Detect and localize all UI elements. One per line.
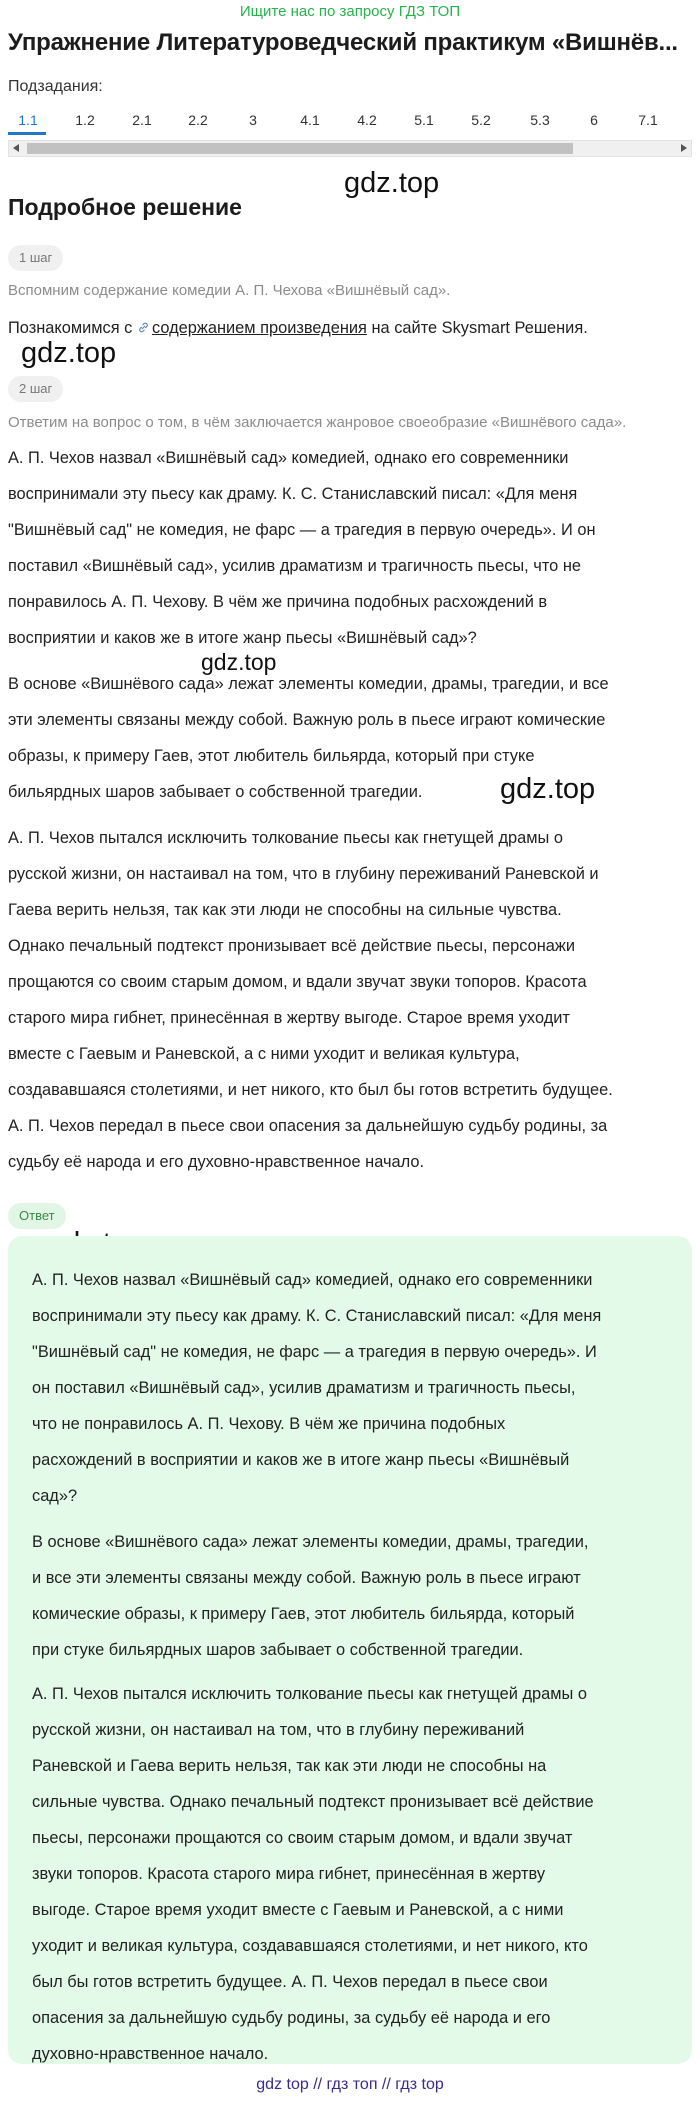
- search-banner: Ищите нас по запросу ГДЗ ТОП: [239, 3, 461, 20]
- tabs-fade: [670, 106, 692, 136]
- solution-title: Подробное решение: [8, 194, 242, 220]
- subtask-tab[interactable]: 5.1: [414, 112, 434, 128]
- solution-paragraph: А. П. Чехов пытался исключить толкование пьесы как гнетущей драмы о русской жизни, он настаивал на том, что в глубину переживаний Раневской и Гаева верить нельзя, так как эти люди не способны на сильные чувства. Однако печальный подтекст пронизывает всё действие пьесы, персонажи прощаются со своим старым домом, и вдали звучат звуки топоров. Красота старого мира гибнет, принесённая в жертву выгоде. Старое время уходит вместе с Гаевым и Раневской, а с ними уходит и великая культура, создававшаяся столетиями, и нет никого, кто был бы готов встретить будущее. А. П. Чехов передал в пьесе свои опасения за дальнейшую судьбу родины, за судьбу её народа и его духовно-нравственное начало.: [8, 829, 613, 1171]
- subtask-tab[interactable]: 2.2: [188, 112, 208, 128]
- step-hint: Вспомним содержание комедии А. П. Чехова «Вишнёвый сад».: [8, 282, 451, 299]
- answer-paragraph: В основе «Вишнёвого сада» лежат элементы комедии, драмы, трагедии, и все эти элементы связаны между собой. Важную роль в пьесе играют комические образы, к примеру Гаев, этот любитель бильярда, который при стуке бильярдных шаров забывает о собственной трагедии.: [32, 1533, 589, 1659]
- scroll-left-arrow-icon[interactable]: [9, 141, 24, 156]
- link-icon: [137, 321, 150, 334]
- step-text: Познакомимся с содержанием произведения на сайте Skysmart Решения.: [8, 319, 588, 337]
- subtask-tab[interactable]: 7.1: [638, 112, 658, 128]
- active-tab-indicator: [8, 132, 46, 135]
- solution-paragraph: А. П. Чехов назвал «Вишнёвый сад» комедией, однако его современники воспринимали эту пьесу как драму. К. С. Станиславский писал: «Для меня "Вишнёвый сад" не комедия, не фарс — а трагедия в первую очередь». И он поставил «Вишнёвый сад», усилив драматизм и трагичность пьесы, что не понравилось А. П. Чехову. В чём же причина подобных расхождений в восприятии и каков же в итоге жанр пьесы «Вишнёвый сад»?: [8, 449, 596, 647]
- subtasks-label: Подзадания:: [8, 78, 103, 95]
- subtask-tab[interactable]: 3: [249, 112, 257, 128]
- footer-links: gdz top // гдз топ // гдз top: [256, 2076, 444, 2093]
- step-badge: 1 шаг: [8, 245, 63, 271]
- watermark: gdz.top: [21, 337, 117, 369]
- step-badge: 2 шаг: [8, 376, 63, 402]
- solution-paragraph: В основе «Вишнёвого сада» лежат элементы комедии, драмы, трагедии, и все эти элементы связаны между собой. Важную роль в пьесе играют комические образы, к примеру Гаев, этот любитель бильярда, который при стуке бильярдных шаров забывает о собственной трагедии.: [8, 675, 609, 801]
- subtask-tab[interactable]: 5.2: [471, 112, 491, 128]
- scrollbar-thumb[interactable]: [27, 143, 573, 154]
- subtask-tab[interactable]: 1.1: [18, 112, 38, 128]
- watermark: gdz.top: [344, 167, 440, 199]
- watermark: gdz.top: [500, 773, 596, 805]
- step-hint: Ответим на вопрос о том, в чём заключается жанровое своеобразие «Вишнёвого сада».: [8, 414, 627, 431]
- answer-paragraph: А. П. Чехов назвал «Вишнёвый сад» комедией, однако его современники воспринимали эту пьесу как драму. К. С. Станиславский писал: «Для меня "Вишнёвый сад" не комедия, не фарс — а трагедия в первую очередь». И он поставил «Вишнёвый сад», усилив драматизм и трагичность пьесы, что не понравилось А. П. Чехову. В чём же причина подобных расхождений в восприятии и каков же в итоге жанр пьесы «Вишнёвый сад»?: [32, 1271, 602, 1505]
- answer-badge: Ответ: [8, 1203, 66, 1229]
- subtask-tab[interactable]: 1.2: [75, 112, 95, 128]
- subtask-tab[interactable]: 2.1: [132, 112, 152, 128]
- subtask-tab[interactable]: 4.2: [357, 112, 377, 128]
- watermark: gdz.top: [201, 649, 277, 675]
- subtask-tab[interactable]: 5.3: [530, 112, 550, 128]
- exercise-title: Упражнение Литературоведческий практикум «Вишнёв...: [8, 29, 678, 56]
- subtasks-tabs: [8, 106, 692, 136]
- scroll-right-arrow-icon[interactable]: [676, 141, 691, 156]
- content-link[interactable]: содержанием произведения: [151, 319, 367, 337]
- subtask-tab[interactable]: 4.1: [300, 112, 320, 128]
- answer-paragraph: А. П. Чехов пытался исключить толкование пьесы как гнетущей драмы о русской жизни, он настаивал на том, что в глубину переживаний Раневской и Гаева верить нельзя, так как эти люди не способны на сильные чувства. Однако печальный подтекст пронизывает всё действие пьесы, персонажи прощаются со своим старым домом, и вдали звучат звуки топоров. Красота старого мира гибнет, принесённая в жертву выгоде. Старое время уходит вместе с Гаевым и Раневской, а с ними уходит и великая культура, создававшаяся столетиями, и нет никого, кто был бы готов встретить будущее. А. П. Чехов передал в пьесе свои опасения за дальнейшую судьбу родины, за судьбу её народа и его духовно-нравственное начало.: [32, 1685, 594, 2063]
- tabs-scrollbar[interactable]: [8, 140, 692, 157]
- subtask-tab[interactable]: 6: [590, 112, 598, 128]
